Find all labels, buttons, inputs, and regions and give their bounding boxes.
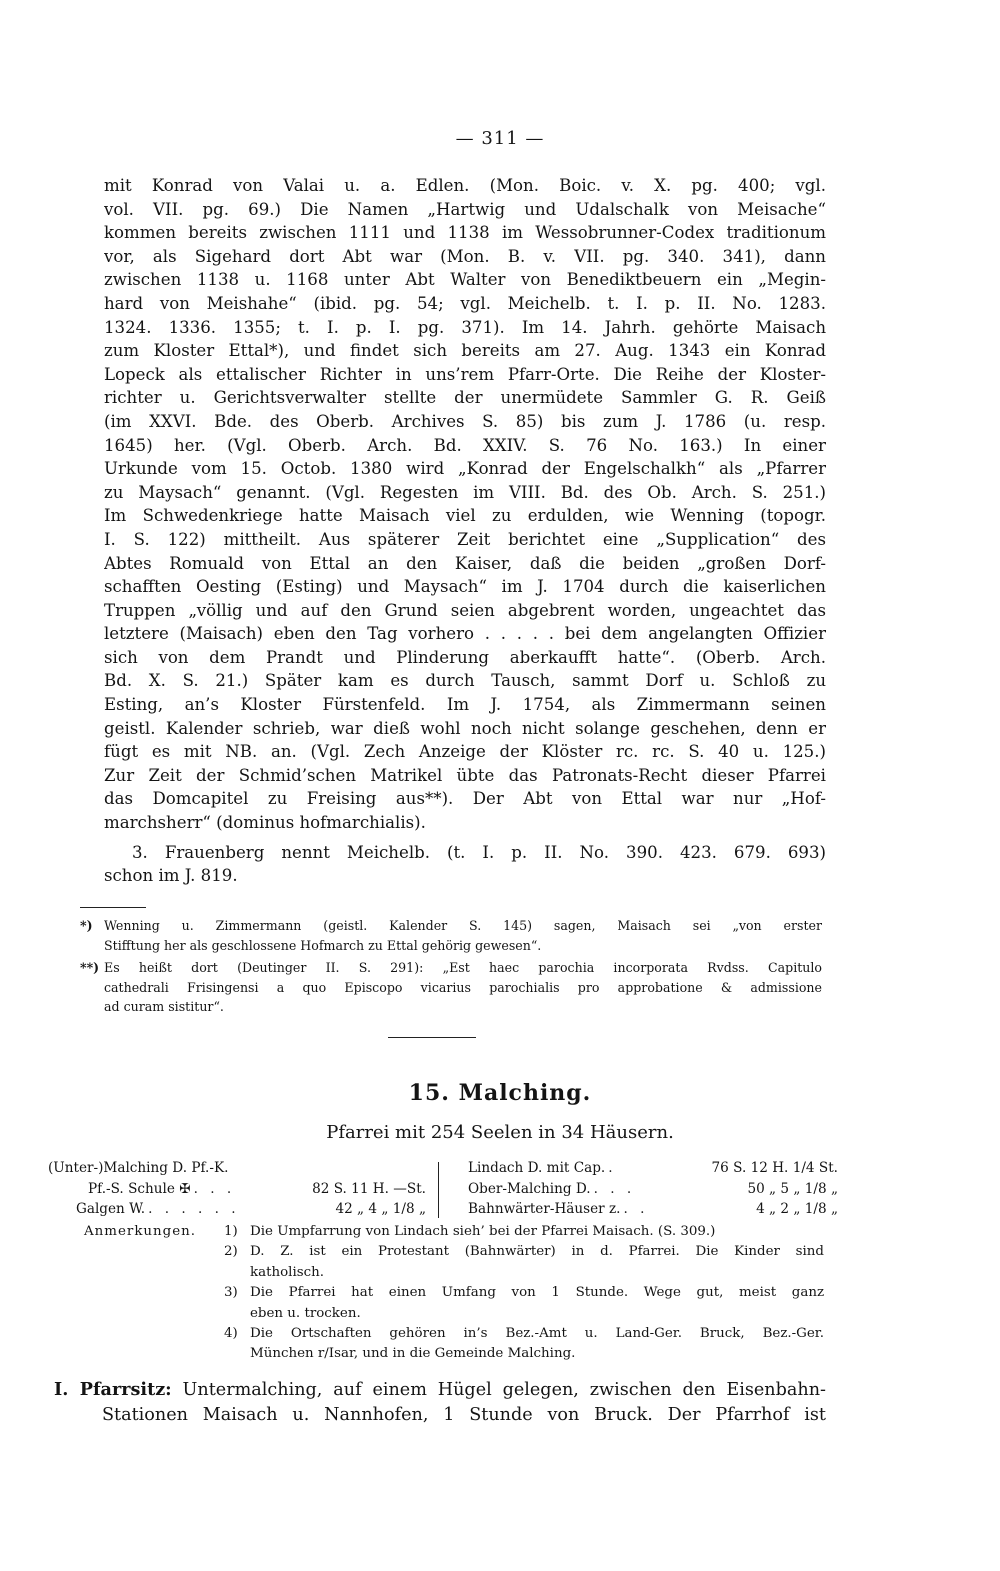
footnote [80, 916, 822, 955]
place-row [468, 1179, 838, 1200]
remark-line: München r/Isar, und in die Gemeinde Malching. [250, 1346, 576, 1362]
main-text [104, 174, 826, 888]
text-line: hard von Meishahe“ (ibid. pg. 54; vgl. Meichelb. t. I. p. II. No. 1283. [104, 293, 826, 313]
text-line: fügt es mit NB. an. (Vgl. Zech Anzeige der Klöster rc. rc. S. 40 u. 125.) [104, 742, 826, 762]
remark-number: 1) [224, 1224, 238, 1239]
text-line: letztere (Maisach) eben den Tag vorhero . . . . . bei dem angelangten Offizier [104, 624, 826, 644]
leader-dots: . . . [193, 1180, 236, 1197]
place-row [468, 1199, 838, 1220]
leader-dots: . . [623, 1201, 649, 1217]
text-line: Urkunde vom 15. Octob. 1380 wird „Konrad der Engelschalkh“ als „Pfarrer [104, 459, 826, 479]
place-name: Ober-Malching D. [468, 1180, 591, 1197]
text-line: mit Konrad von Valai u. a. Edlen. (Mon. Boic. v. X. pg. 400; vgl. [104, 176, 826, 195]
remarks-heading: Anmerkungen. [84, 1224, 197, 1239]
place-values: 4 „ 2 „ 1/8 „ [756, 1201, 838, 1217]
pfarrsitz-text: Untermalching, auf einem Hügel gelegen, zwischen den Eisenbahn- [182, 1380, 826, 1400]
column-divider [438, 1162, 439, 1218]
section-separator [388, 1037, 476, 1038]
footnote-line: Es heißt dort (Deutinger II. S. 291): „Est haec parochia incorporata Rvdss. Capitulo [104, 960, 822, 975]
text-line: Im Schwedenkriege hatte Maisach viel zu erdulden, wie Wenning (topogr. [104, 506, 826, 526]
place-row [48, 1179, 426, 1200]
text-line: Bd. X. S. 21.) Später kam es durch Tausch, sammt Dorf u. Schloß zu [104, 671, 826, 691]
text-line: marchsherr“ (dominus hofmarchialis). [104, 813, 426, 833]
place-values: 42 „ 4 „ 1/8 „ [335, 1201, 426, 1217]
section-subtitle: Pfarrei mit 254 Seelen in 34 Häusern. [326, 1122, 674, 1143]
footnote-rule [80, 907, 146, 908]
text-line: zwischen 1138 u. 1168 unter Abt Walter von Benediktbeuern ein „Megin- [104, 270, 826, 290]
text-line: 1324. 1336. 1355; t. I. p. I. pg. 371). Im 14. Jahrh. gehörte Maisach [104, 317, 826, 337]
remark-line: katholisch. [250, 1264, 324, 1280]
places-left-column [48, 1158, 426, 1220]
footnotes [80, 916, 822, 1017]
text-line: zum Kloster Ettal*), und findet sich bereits am 27. Aug. 1343 ein Konrad [104, 341, 826, 361]
footnote-marker: **) [80, 960, 100, 975]
remark-number: 3) [224, 1285, 238, 1301]
text-line: vor, als Sigehard dort Abt war (Mon. B. v. VII. pg. 340. 341), dann [104, 246, 826, 266]
text-line: Lopeck als ettalischer Richter in uns’rem Pfarr-Orte. Die Reihe der Kloster- [104, 364, 826, 384]
remark-line: Die Ortschaften gehören in’s Bez.-Amt u. Land-Ger. Bruck, Bez.-Ger. [250, 1326, 824, 1342]
footnote-line: cathedrali Frisingensi a quo Episcopo vicarius parochialis pro approbatione & admissione [104, 979, 822, 995]
remark-number: 4) [224, 1326, 238, 1342]
remark-line: Die Umpfarrung von Lindach sieh’ bei der Pfarrei Maisach. (S. 309.) [250, 1224, 716, 1239]
place-values: 76 S. 12 H. 1/4 St. [711, 1160, 838, 1176]
text-line: zu Maysach“ genannt. (Vgl. Regesten im VIII. Bd. des Ob. Arch. S. 251.) [104, 482, 826, 502]
text-line: geistl. Kalender schrieb, war dieß wohl noch nicht solange geschehen, denn er [104, 718, 826, 738]
footnote-line: Stifftung her als geschlossene Hofmarch zu Ettal gehörig gewesen“. [104, 937, 542, 953]
text-line: Esting, an’s Kloster Fürstenfeld. Im J. 1754, als Zimmermann seinen [104, 695, 826, 715]
leader-dots: . [608, 1160, 617, 1176]
text-line: vol. VII. pg. 69.) Die Namen „Hartwig und Udalschalk von Meisache“ [104, 199, 826, 219]
text-line: I. S. 122) mittheilt. Aus späterer Zeit berichtet eine „Supplication“ des [104, 529, 826, 549]
text-line: schon im J. 819. [104, 866, 238, 886]
remark [224, 1242, 824, 1283]
place-row [48, 1158, 426, 1179]
leader-dots [228, 1158, 426, 1179]
footnote-marker: *) [80, 918, 93, 933]
text-line: richter u. Gerichtsverwalter stellte der unermüdete Sammler G. R. Geiß [104, 388, 826, 408]
leader-dots: . . . . . . [148, 1201, 240, 1217]
place-name: Pf.-S. Schule ✠ [88, 1180, 191, 1197]
page-number: — 311 — [455, 128, 545, 149]
place-name: (Unter-)Malching D. Pf.-K. [48, 1160, 229, 1176]
place-row [468, 1158, 838, 1179]
remark [224, 1283, 824, 1324]
text-line: Truppen „völlig und auf den Grund seien abgebrent worden, ungeachtet das [104, 600, 826, 620]
remark [224, 1222, 824, 1242]
text-line: 1645) her. (Vgl. Oberb. Arch. Bd. XXIV. S. 76 No. 163.) In einer [104, 435, 826, 455]
place-row [48, 1199, 426, 1220]
footnote [80, 958, 822, 1017]
remark-number: 2) [224, 1244, 238, 1260]
leader-dots: . . . [593, 1180, 636, 1197]
remark-line: D. Z. ist ein Protestant (Bahnwärter) in d. Pfarrei. Die Kinder sind [250, 1244, 824, 1260]
text-line: kommen bereits zwischen 1111 und 1138 im Wessobrunner-Codex traditionum [104, 223, 826, 243]
footnote-line: ad curam sistitur“. [104, 999, 224, 1014]
text-line: 3. Frauenberg nennt Meichelb. (t. I. p. II. No. 390. 423. 679. 693) [132, 842, 826, 862]
places-right-column [468, 1158, 838, 1220]
place-name: Bahnwärter-Häuser z. [468, 1201, 621, 1217]
remark-line: Die Pfarrei hat einen Umfang von 1 Stunde. Wege gut, meist ganz [250, 1285, 824, 1301]
remark [224, 1324, 824, 1365]
text-line: Abtes Romuald von Ettal an den Kaiser, daß die beiden „großen Dorf- [104, 553, 826, 573]
section-title: 15. Malching. [408, 1080, 592, 1106]
text-line: sich von dem Prandt und Plinderung aberkaufft hatte“. (Oberb. Arch. [104, 647, 826, 667]
place-name: Galgen W. [76, 1201, 146, 1217]
pfarrsitz-label: I. Pfarrsitz: [54, 1379, 172, 1400]
pfarrsitz-line [54, 1377, 826, 1403]
place-values: 82 S. 11 H. —St. [312, 1180, 426, 1197]
place-values: 50 „ 5 „ 1/8 „ [747, 1180, 838, 1197]
pfarrsitz-paragraph [54, 1377, 826, 1428]
text-line: (im XXVI. Bde. des Oberb. Archives S. 85) bis zum J. 1786 (u. resp. [104, 411, 826, 431]
text-line: Zur Zeit der Schmid’schen Matrikel übte das Patronats-Recht dieser Pfarrei [104, 765, 826, 785]
place-name: Lindach D. mit Cap. [468, 1160, 606, 1176]
footnote-line: Wenning u. Zimmermann (geistl. Kalender S. 145) sagen, Maisach sei „von erster [104, 918, 822, 933]
text-line: das Domcapitel zu Freising aus**). Der Abt von Ettal war nur „Hof- [104, 789, 826, 809]
remarks-list [224, 1222, 824, 1365]
text-line: schafften Oesting (Esting) und Maysach“ im J. 1704 durch die kaiserlichen [104, 577, 826, 597]
pfarrsitz-line: Stationen Maisach u. Nannhofen, 1 Stunde von Bruck. Der Pfarrhof ist [102, 1405, 826, 1425]
remark-line: eben u. trocken. [250, 1305, 361, 1321]
